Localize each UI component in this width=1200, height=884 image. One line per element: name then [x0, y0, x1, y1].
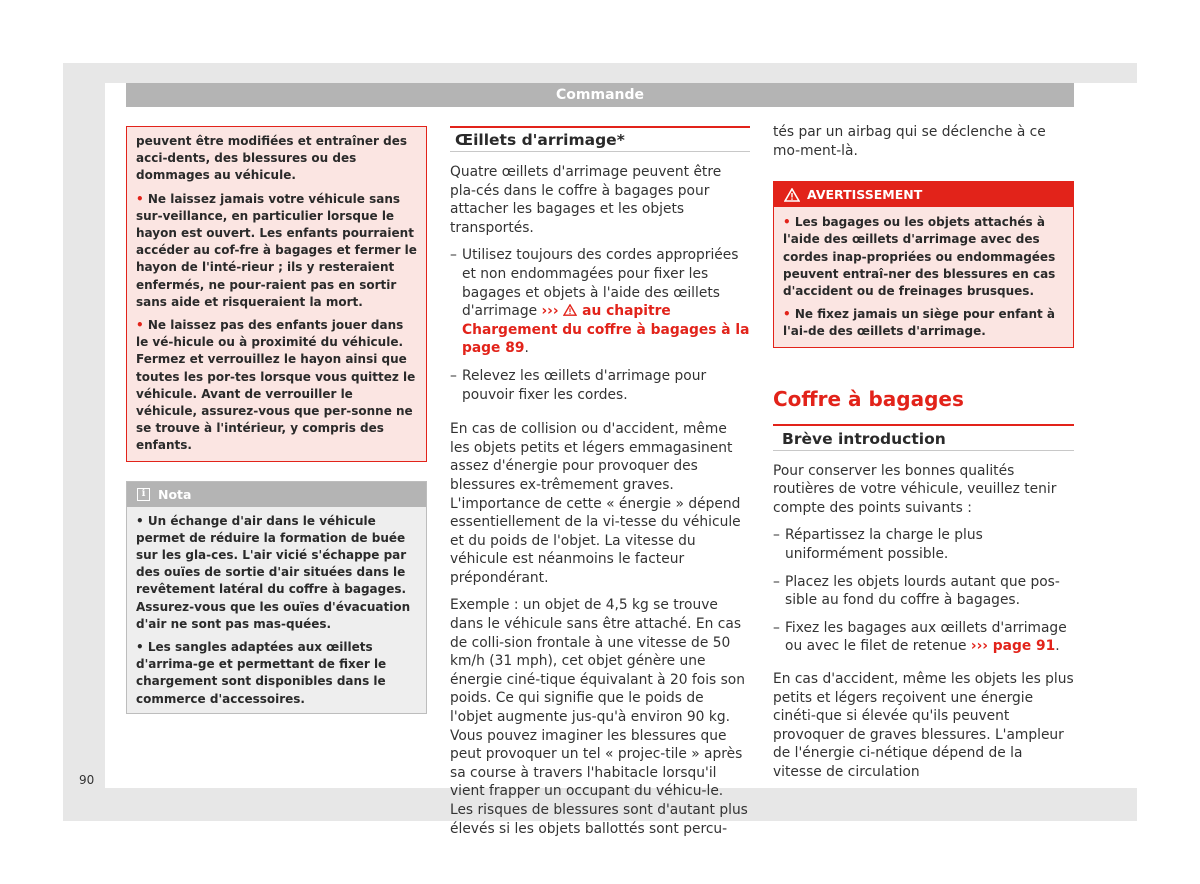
warning-bullet: • Ne fixez jamais un siège pour enfant à l'ai-de des œillets d'arrimage. — [783, 307, 1055, 339]
continued-text: tés par un airbag qui se déclenche à ce mo-ment-là. — [773, 124, 1046, 159]
list-item: – Relevez les œillets d'arrimage pour pouvoir fixer les cordes. — [450, 367, 707, 403]
nota-bullet: • Les sangles adaptées aux œillets d'arrima-ge et permettant de fixer le chargement sont disponibles dans le commerce d'accessoires. — [136, 640, 387, 706]
list-item: – Placez les objets lourds autant que pos-sible au fond du coffre à bagages. — [773, 573, 1060, 609]
warning-triangle-icon — [784, 188, 800, 202]
section-title: Œillets d'arrimage* — [450, 126, 750, 151]
list-item: – Fixez les bagages aux œillets d'arrimage ou avec le filet de retenue ››› page 91. — [773, 619, 1067, 655]
chapter-title: Coffre à bagages — [773, 386, 964, 411]
column-left — [126, 126, 427, 714]
warning-box — [773, 181, 1074, 347]
body-paragraph: En cas d'accident, même les objets les plus petits et légers reçoivent une énergie cinéti-que si élevée qu'ils peuvent provoquer de graves blessures. L'ampleur de l'énergie ci-nétique dépend de la vitesse de circulation — [773, 670, 1074, 780]
section-body — [773, 462, 1074, 782]
warning-triangle-icon — [563, 304, 577, 316]
warning-body — [774, 207, 1073, 346]
page-number: 90 — [79, 773, 95, 787]
list-item: – Répartissez la charge le plus uniformément possible. — [773, 527, 983, 562]
warning-bullet: • Ne laissez pas des enfants jouer dans le vé-hicule ou à proximité du véhicule. Fermez et verrouillez le hayon ainsi que toutes les por-tes lorsque vous quittez le véhicule. Avant de verrouiller le véhicule, assurez-vous que per-sonne ne se trouve à l'intérieur, y compris des enfants. — [136, 318, 416, 453]
warning-header — [774, 182, 1073, 207]
chapter-link[interactable]: ››› au chapitre Chargement du coffre à bagages à la page 89 — [462, 303, 750, 357]
column-middle — [450, 126, 750, 847]
body-paragraph: Exemple : un objet de 4,5 kg se trouve dans le véhicule sans être attaché. En cas de colli-sion frontale à une vitesse de 50 km/h (31 mph), cet objet génère une énergie ciné-tique équivalant à 20 fois son poids. Ce qui signifie que le poids de l'objet augmente jus-qu'à environ 90 kg. Vous pouvez imaginer les blessures que peut provoquer un tel « projec-tile » après sa course à travers l'habitacle lorsqu'il vient frapper un occupant du véhicu-le. Les risques de blessures sont d'autant plus élevés si les objets ballottés sont percu- — [450, 597, 748, 837]
nota-header — [127, 482, 426, 507]
warning-continuation-box — [126, 126, 427, 462]
chapter-header: Commande — [126, 83, 1074, 107]
warning-cont-text: peuvent être modifiées et entraîner des acci-dents, des blessures ou des dommages au véhicule. — [136, 134, 407, 183]
column-right — [773, 126, 1074, 791]
page-link[interactable]: ››› page 91 — [970, 638, 1056, 655]
warning-title: AVERTISSEMENT — [807, 187, 923, 203]
nota-title: Nota — [158, 486, 192, 502]
warning-bullet: • Ne laissez jamais votre véhicule sans sur-veillance, en particulier lorsque le hayon est ouvert. Les enfants pourraient accéder au cof-fre à bagages et fermer le hayon de l'inté-rieur ; ils y resteraient enfermés, ne pour-raient pas en sortir sans aide et risqueraient la mort. — [136, 191, 417, 309]
body-paragraph: En cas de collision ou d'accident, même les objets petits et légers emmagasinent assez d'énergie pour provoquer des blessures ex-trêmement graves. L'importance de cette « énergie » dépend essentiellement de la vi-tesse du véhicule et du poids de l'objet. La vitesse du véhicule est néanmoins le facteur prépondérant. — [450, 421, 741, 586]
section-title-wrap — [450, 126, 750, 152]
warning-bullet: • Les bagages ou les objets attachés à l'aide des œillets d'arrimage avec des cordes inap-propriées ou endommagées peuvent entraî-ner des blessures en cas d'accident ou de freinages brusques. — [783, 215, 1056, 298]
info-icon: i — [137, 488, 150, 501]
list-item: – Utilisez toujours des cordes appropriées et non endommagées pour fixer les bagages et objets à l'aide des œillets d'arrimage ››› au chapitre Chargement du coffre à bagages à la page 89. — [450, 247, 750, 357]
section-body — [450, 163, 750, 838]
nota-body — [127, 507, 426, 713]
intro-paragraph: Pour conserver les bonnes qualités routières de votre véhicule, veuillez tenir compte des points suivants : — [773, 462, 1057, 516]
intro-paragraph: Quatre œillets d'arrimage peuvent être pla-cés dans le coffre à bagages pour attacher les bagages et les objets transportés. — [450, 164, 722, 236]
nota-box — [126, 481, 427, 714]
nota-bullet: • Un échange d'air dans le véhicule permet de réduire la formation de buée sur les gla-ces. L'air vicié s'échappe par des ouïes de sortie d'air situées dans le revêtement latéral du coffre à bagages. Assurez-vous que les ouïes d'évacuation d'air ne sont pas mas-quées. — [136, 513, 411, 631]
section-subtitle: Brève introduction — [773, 424, 1074, 451]
